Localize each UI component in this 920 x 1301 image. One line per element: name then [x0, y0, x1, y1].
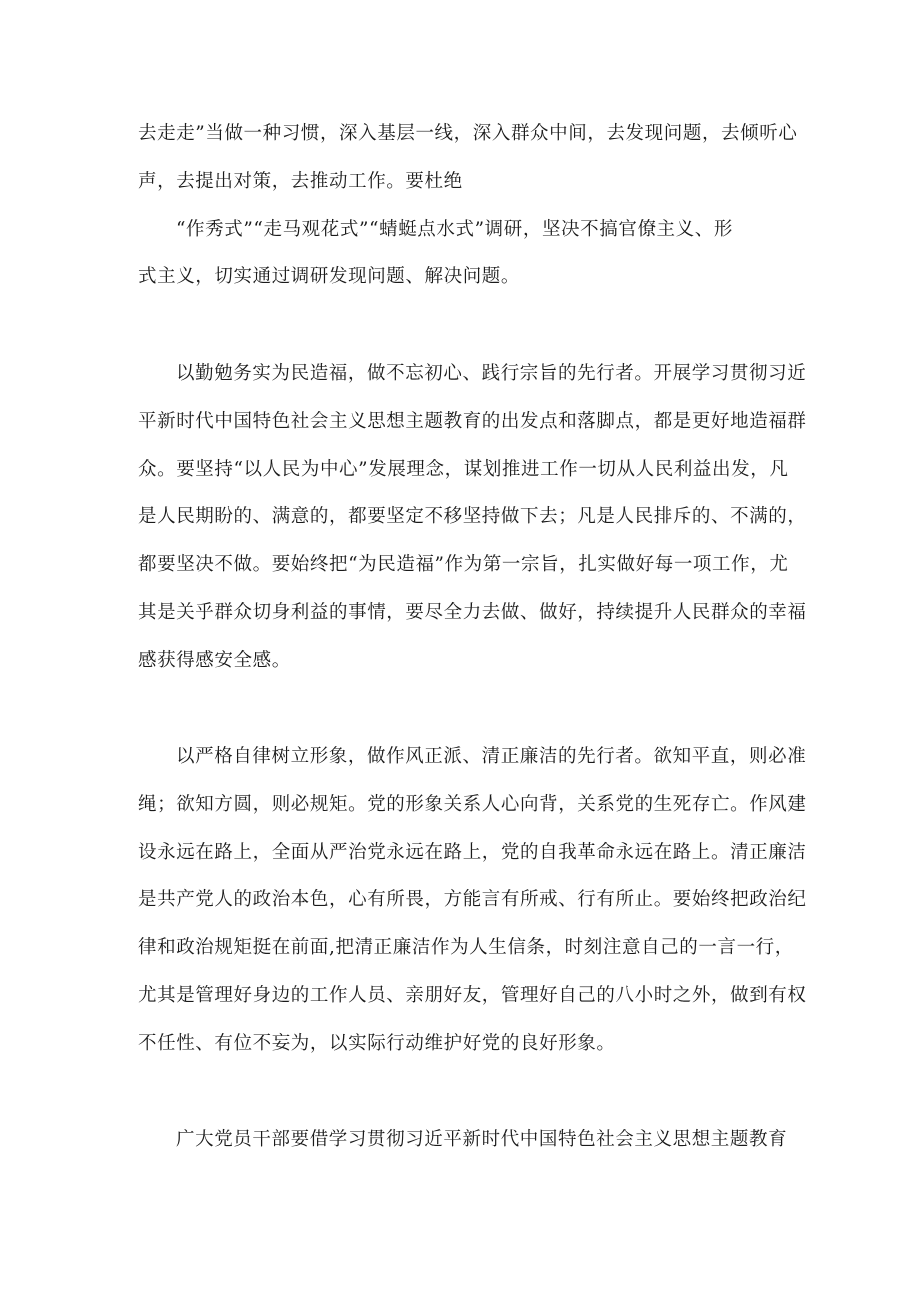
text-line: 都要坚决不做。要始终把“为民造福”作为第一宗旨，扎实做好每一项工作，尤 — [138, 554, 789, 575]
text-line: 声，去提出对策，去推动工作。要杜绝 — [138, 171, 463, 192]
text-line: 其是关乎群众切身利益的事情，要尽全力去做、做好，持续提升人民群众的幸福 — [138, 602, 807, 623]
text-line: 绳；欲知方圆，则必规矩。党的形象关系人心向背，关系党的生死存亡。作风建 — [138, 794, 807, 815]
text-line: 感获得感安全感。 — [138, 650, 291, 671]
text-line: 律和政治规矩挺在前面,把清正廉洁作为人生信条，时刻注意自己的一言一行， — [138, 937, 794, 958]
text-line: 尤其是管理好身边的工作人员、亲朋好友，管理好自己的八小时之外，做到有权 — [138, 985, 807, 1006]
paragraph-first-line: 以严格自律树立形象，做作风正派、清正廉洁的先行者。欲知平直，则必准 — [176, 746, 807, 767]
text-line: 众。要坚持“以人民为中心”发展理念，谋划推进工作一切从人民利益出发，凡 — [138, 459, 789, 480]
paragraph-first-line: 广大党员干部要借学习贯彻习近平新时代中国特色社会主义思想主题教育 — [176, 1129, 788, 1150]
text-line: 是人民期盼的、满意的，都要坚定不移坚持做下去；凡是人民排斥的、不满的， — [138, 506, 807, 527]
text-line: 去走走”当做一种习惯，深入基层一线，深入群众中间，去发现问题，去倾听心 — [138, 123, 798, 144]
text-line: 是共产党人的政治本色，心有所畏，方能言有所戒、行有所止。要始终把政治纪 — [138, 889, 807, 910]
text-line: 设永远在路上，全面从严治党永远在路上，党的自我革命永远在路上。清正廉洁 — [138, 842, 807, 863]
text-line: 式主义，切实通过调研发现问题、解决问题。 — [138, 266, 521, 287]
text-line: 不任性、有位不妄为，以实际行动维护好党的良好形象。 — [138, 1033, 616, 1054]
text-line: 平新时代中国特色社会主义思想主题教育的出发点和落脚点，都是更好地造福群 — [138, 411, 807, 432]
paragraph-first-line: “作秀式”“走马观花式”“蜻蜓点水式”调研，坚决不搞官僚主义、形 — [176, 219, 733, 240]
paragraph-first-line: 以勤勉务实为民造福，做不忘初心、践行宗旨的先行者。开展学习贯彻习近 — [176, 363, 807, 384]
